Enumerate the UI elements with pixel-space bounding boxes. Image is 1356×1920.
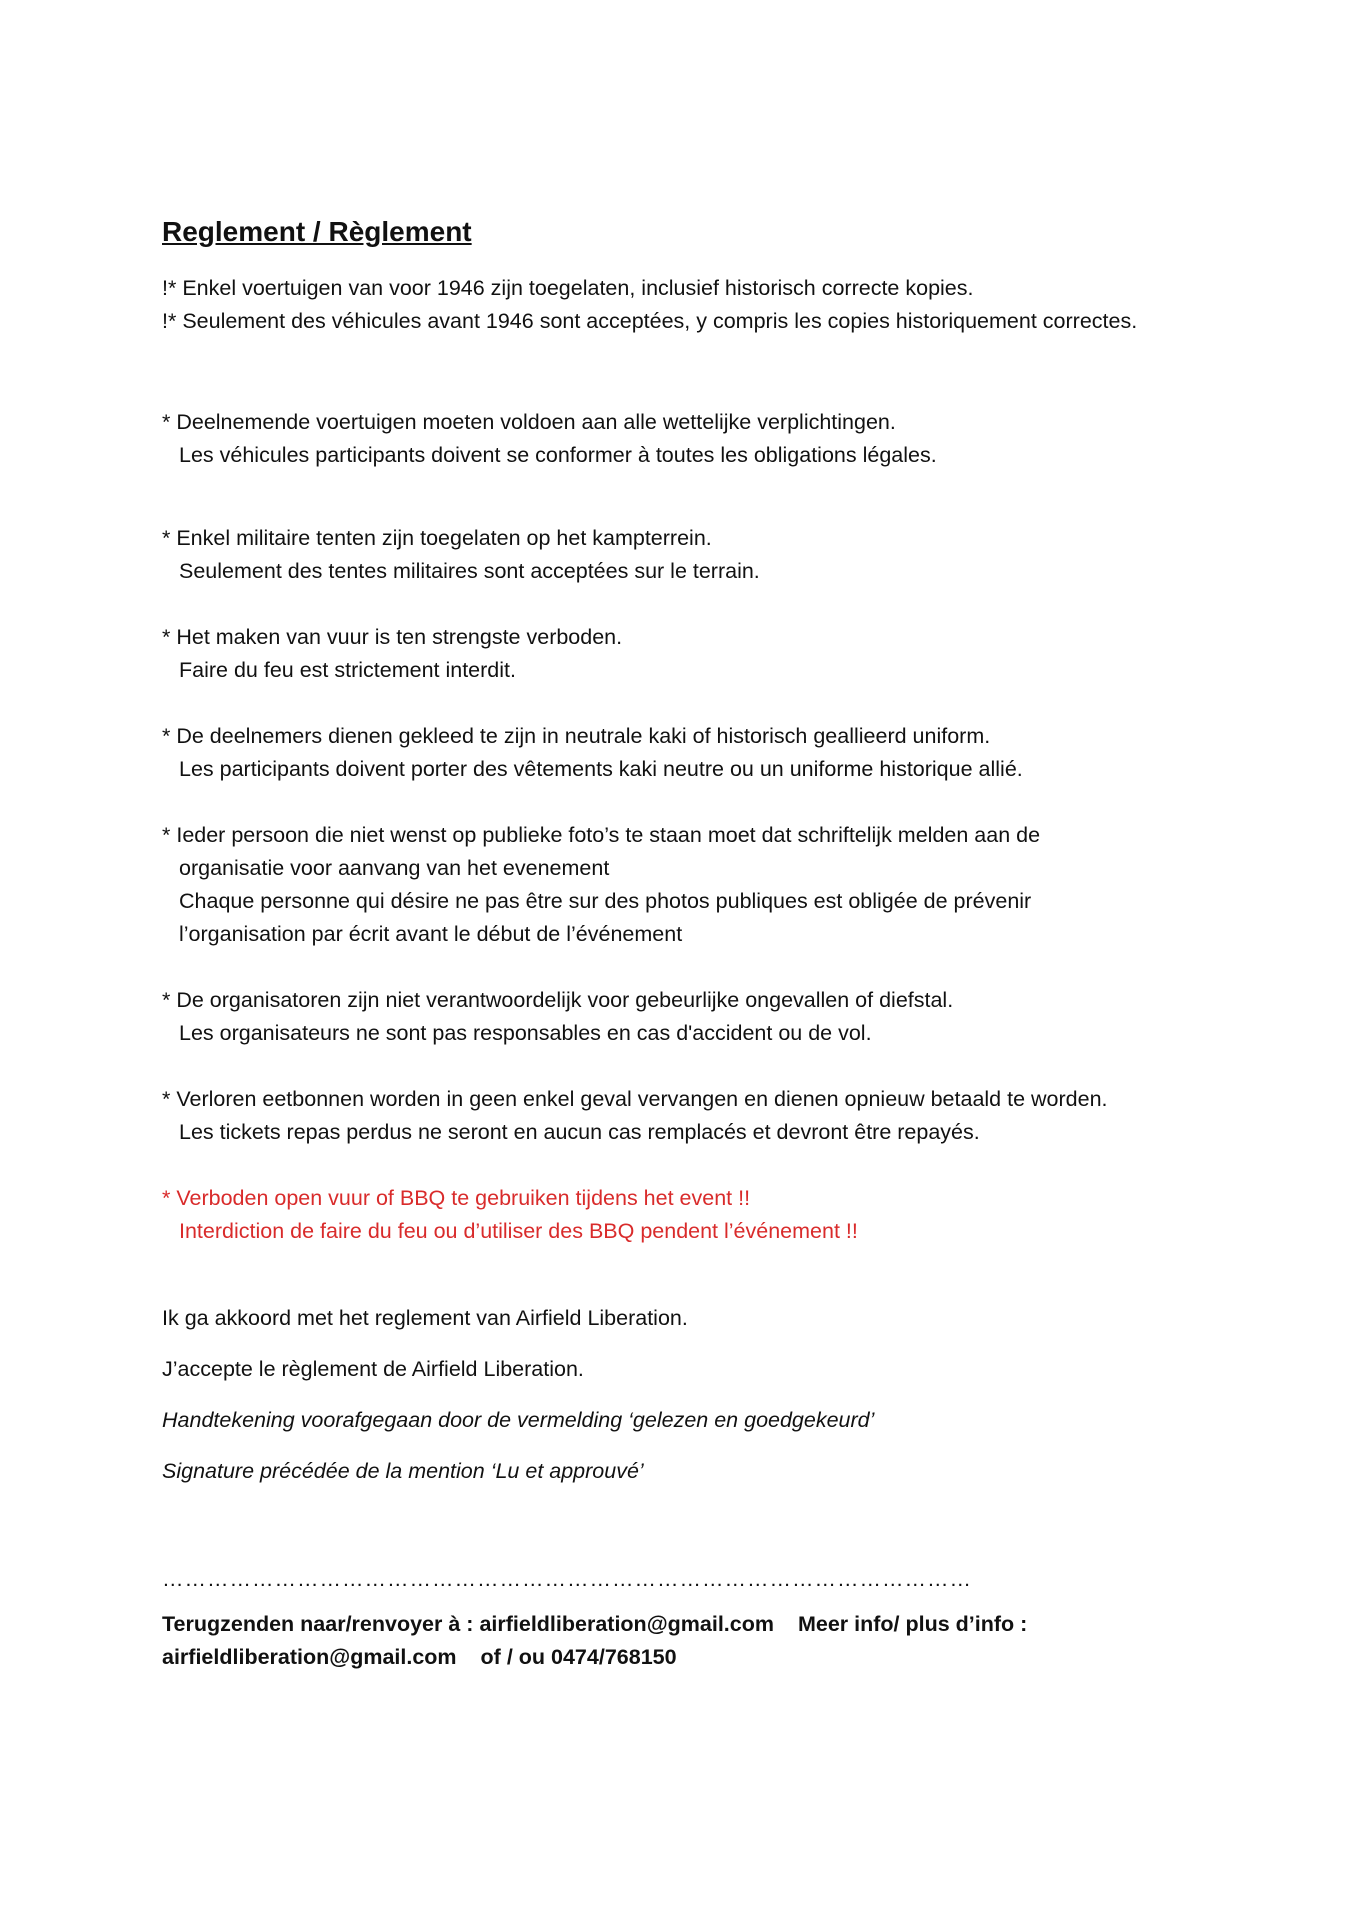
- info-email-link[interactable]: airfieldliberation@gmail.com: [162, 1645, 457, 1669]
- rule-fr: Faire du feu est strictement interdit.: [179, 658, 516, 682]
- rule-nl: * Het maken van vuur is ten strengste verboden.: [162, 625, 623, 649]
- rule-nl-continued: organisatie voor aanvang van het evenement: [179, 856, 610, 880]
- signature-line[interactable]: ………………………………………………………………………………………………: [162, 1567, 972, 1591]
- rule-fr: Les participants doivent porter des vêtements kaki neutre ou un uniforme historique allié.: [179, 757, 1023, 781]
- rule-photos: [162, 819, 1222, 951]
- rule-fr: Chaque personne qui désire ne pas être sur des photos publiques est obligée de prévenir: [179, 889, 1032, 913]
- footer-contact: [162, 1608, 1222, 1674]
- agreement-fr: J’accepte le règlement de Airfield Liberation.: [162, 1357, 584, 1381]
- rule-meal-tickets: [162, 1083, 1222, 1149]
- document-page: [162, 214, 1222, 1674]
- return-label: Terugzenden naar/renvoyer à :: [162, 1612, 474, 1636]
- rule-fr: Les véhicules participants doivent se conformer à toutes les obligations légales.: [179, 443, 937, 467]
- warning-no-bbq: [162, 1182, 1222, 1248]
- rule-nl: * Ieder persoon die niet wenst op publieke foto’s te staan moet dat schriftelijk melden aan de: [162, 823, 1041, 847]
- rule-nl: * De deelnemers dienen gekleed te zijn in neutrale kaki of historisch geallieerd uniform.: [162, 724, 991, 748]
- rule-nl: * Enkel militaire tenten zijn toegelaten op het kampterrein.: [162, 526, 712, 550]
- signature-instruction-fr: Signature précédée de la mention ‘Lu et approuvé’: [162, 1459, 644, 1483]
- warning-fr: Interdiction de faire du feu ou d’utiliser des BBQ pendent l’événement !!: [179, 1219, 858, 1243]
- rule-nl: * De organisatoren zijn niet verantwoordelijk voor gebeurlijke ongevallen of diefstal.: [162, 988, 954, 1012]
- intro-nl: !* Enkel voertuigen van voor 1946 zijn toegelaten, inclusief historisch correcte kopies.: [162, 276, 974, 300]
- signature-instruction-nl: Handtekening voorafgegaan door de vermelding ‘gelezen en goedgekeurd’: [162, 1408, 875, 1432]
- rule-vehicles-legal: [162, 406, 1222, 472]
- rule-nl: * Verloren eetbonnen worden in geen enkel geval vervangen en dienen opnieuw betaald te worden.: [162, 1087, 1108, 1111]
- rule-military-tents: [162, 522, 1222, 588]
- rule-fr-continued: l’organisation par écrit avant le début de l’événement: [179, 922, 683, 946]
- rule-no-fire: [162, 621, 1222, 687]
- info-label: Meer info/ plus d’info :: [797, 1612, 1028, 1636]
- rule-nl: * Deelnemende voertuigen moeten voldoen aan alle wettelijke verplichtingen.: [162, 410, 896, 434]
- rule-fr: Les tickets repas perdus ne seront en aucun cas remplacés et devront être repayés.: [179, 1120, 980, 1144]
- or-label: of / ou: [480, 1645, 546, 1669]
- phone-number[interactable]: 0474/768150: [551, 1645, 677, 1669]
- warning-nl: * Verboden open vuur of BBQ te gebruiken tijdens het event !!: [162, 1186, 751, 1210]
- return-email-link[interactable]: airfieldliberation@gmail.com: [479, 1612, 774, 1636]
- rule-uniform: [162, 720, 1222, 786]
- intro-fr: !* Seulement des véhicules avant 1946 sont acceptées, y compris les copies historiquement correctes.: [162, 309, 1138, 333]
- page-title: Reglement / Règlement: [162, 216, 472, 247]
- rule-liability: [162, 984, 1222, 1050]
- rule-fr: Seulement des tentes militaires sont acceptées sur le terrain.: [179, 559, 760, 583]
- agreement-nl: Ik ga akkoord met het reglement van Airfield Liberation.: [162, 1306, 688, 1330]
- intro-block: [162, 272, 1222, 338]
- rule-fr: Les organisateurs ne sont pas responsables en cas d'accident ou de vol.: [179, 1021, 872, 1045]
